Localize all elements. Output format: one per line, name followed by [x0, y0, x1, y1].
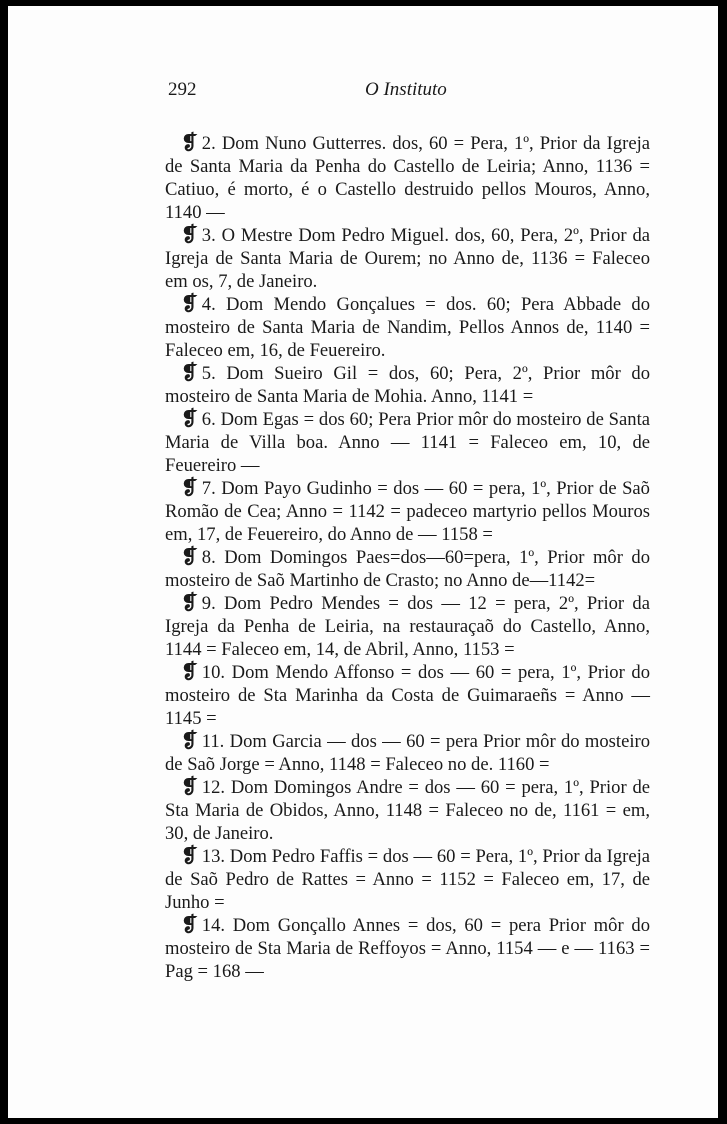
entry-number: 7.: [201, 478, 216, 499]
entry-number: 12.: [201, 777, 226, 798]
entry-text: O Mestre Dom Pedro Miguel. dos, 60, Pera, 2º, Prior da Igreja de Santa Maria de Ourem; no Anno de, 1136 = Faleceo em os, 7, de Janeiro.: [165, 225, 650, 292]
entry-number: 10.: [201, 662, 226, 683]
entry-text: Dom Mendo Gonçalues = dos. 60; Pera Abbade do mosteiro de Santa Maria de Nandim, Pellos Annos de, 1140 = Faleceo em, 16, de Feuereiro.: [165, 294, 650, 361]
paragraph-mark-icon: ❡: [181, 546, 198, 568]
main-text: [165, 132, 650, 983]
paragraph-mark-icon: ❡: [181, 845, 198, 867]
paragraph-mark-icon: ❡: [181, 362, 198, 384]
entry-text: Dom Domingos Paes=dos—60=pera, 1º, Prior môr do mosteiro de Saõ Martinho de Crasto; no Anno de—1142=: [165, 547, 650, 591]
entry-3: [165, 224, 650, 293]
running-title: O Instituto: [365, 79, 447, 100]
page-number: 292: [168, 79, 197, 100]
entry-6: [165, 408, 650, 477]
paragraph-mark-icon: ❡: [181, 914, 198, 936]
entry-number: 4.: [201, 294, 216, 315]
entry-text: Dom Sueiro Gil = dos, 60; Pera, 2º, Prior môr do mosteiro de Santa Maria de Mohia. Anno, 1141 =: [165, 363, 650, 407]
entry-text: Dom Pedro Mendes = dos — 12 = pera, 2º, Prior da Igreja da Penha de Leiria, na restauraçaõ do Castello, Anno, 1144 = Faleceo em, 14, de Abril, Anno, 1153 =: [165, 593, 650, 660]
entry-text: Dom Payo Gudinho = dos — 60 = pera, 1º, Prior de Saõ Romão de Cea; Anno = 1142 = padeceo martyrio pellos Mouros em, 17, de Feuereiro, do Anno de — 1158 =: [165, 478, 650, 545]
entry-10: [165, 661, 650, 730]
paragraph-mark-icon: ❡: [181, 730, 198, 752]
entry-number: 6.: [201, 409, 216, 430]
paragraph-mark-icon: ❡: [181, 224, 198, 246]
paragraph-mark-icon: ❡: [181, 661, 198, 683]
paragraph-mark-icon: ❡: [181, 293, 198, 315]
entry-13: [165, 845, 650, 914]
entry-11: [165, 730, 650, 776]
entry-8: [165, 546, 650, 592]
entry-number: 14.: [201, 915, 226, 936]
entry-text: Dom Garcia — dos — 60 = pera Prior môr do mosteiro de Saõ Jorge = Anno, 1148 = Faleceo no de. 1160 =: [165, 731, 650, 775]
entry-text: Dom Pedro Faffis = dos — 60 = Pera, 1º, Prior da Igreja de Saõ Pedro de Rattes = Anno = 1152 = Faleceo em, 17, de Junho =: [165, 846, 650, 913]
entry-number: 13.: [201, 846, 226, 867]
entry-text: Dom Domingos Andre = dos — 60 = pera, 1º, Prior de Sta Maria de Obidos, Anno, 1148 = Faleceo no de, 1161 = em, 30, de Janeiro.: [165, 777, 650, 844]
paragraph-mark-icon: ❡: [181, 776, 198, 798]
entry-text: Dom Gonçallo Annes = dos, 60 = pera Prior môr do mosteiro de Sta Maria de Reffoyos = Anno, 1154 — e — 1163 = Pag = 168 —: [165, 915, 650, 982]
entry-number: 3.: [201, 225, 216, 246]
entry-9: [165, 592, 650, 661]
entry-number: 2.: [201, 133, 216, 154]
paragraph-mark-icon: ❡: [181, 132, 198, 154]
entry-4: [165, 293, 650, 362]
scanned-page: [8, 6, 718, 1118]
paragraph-mark-icon: ❡: [181, 408, 198, 430]
entry-text: Dom Egas = dos 60; Pera Prior môr do mosteiro de Santa Maria de Villa boa. Anno — 1141 = Faleceo em, 10, de Feuereiro —: [165, 409, 650, 476]
entry-2: [165, 132, 650, 224]
entry-text: Dom Nuno Gutterres. dos, 60 = Pera, 1º, Prior da Igreja de Santa Maria da Penha do Castello de Leiria; Anno, 1136 = Catiuo, é morto, é o Castello destruido pellos Mouros, Anno, 1140 —: [165, 133, 650, 223]
entry-7: [165, 477, 650, 546]
paragraph-mark-icon: ❡: [181, 477, 198, 499]
paragraph-mark-icon: ❡: [181, 592, 198, 614]
entry-number: 11.: [201, 731, 225, 752]
entry-14: [165, 914, 650, 983]
entry-number: 5.: [201, 363, 216, 384]
entry-number: 9.: [201, 593, 216, 614]
entry-text: Dom Mendo Affonso = dos — 60 = pera, 1º, Prior do mosteiro de Sta Marinha da Costa de Guimaraeñs = Anno — 1145 =: [165, 662, 650, 729]
page-header: [168, 79, 648, 103]
entry-5: [165, 362, 650, 408]
entry-number: 8.: [201, 547, 216, 568]
entry-12: [165, 776, 650, 845]
